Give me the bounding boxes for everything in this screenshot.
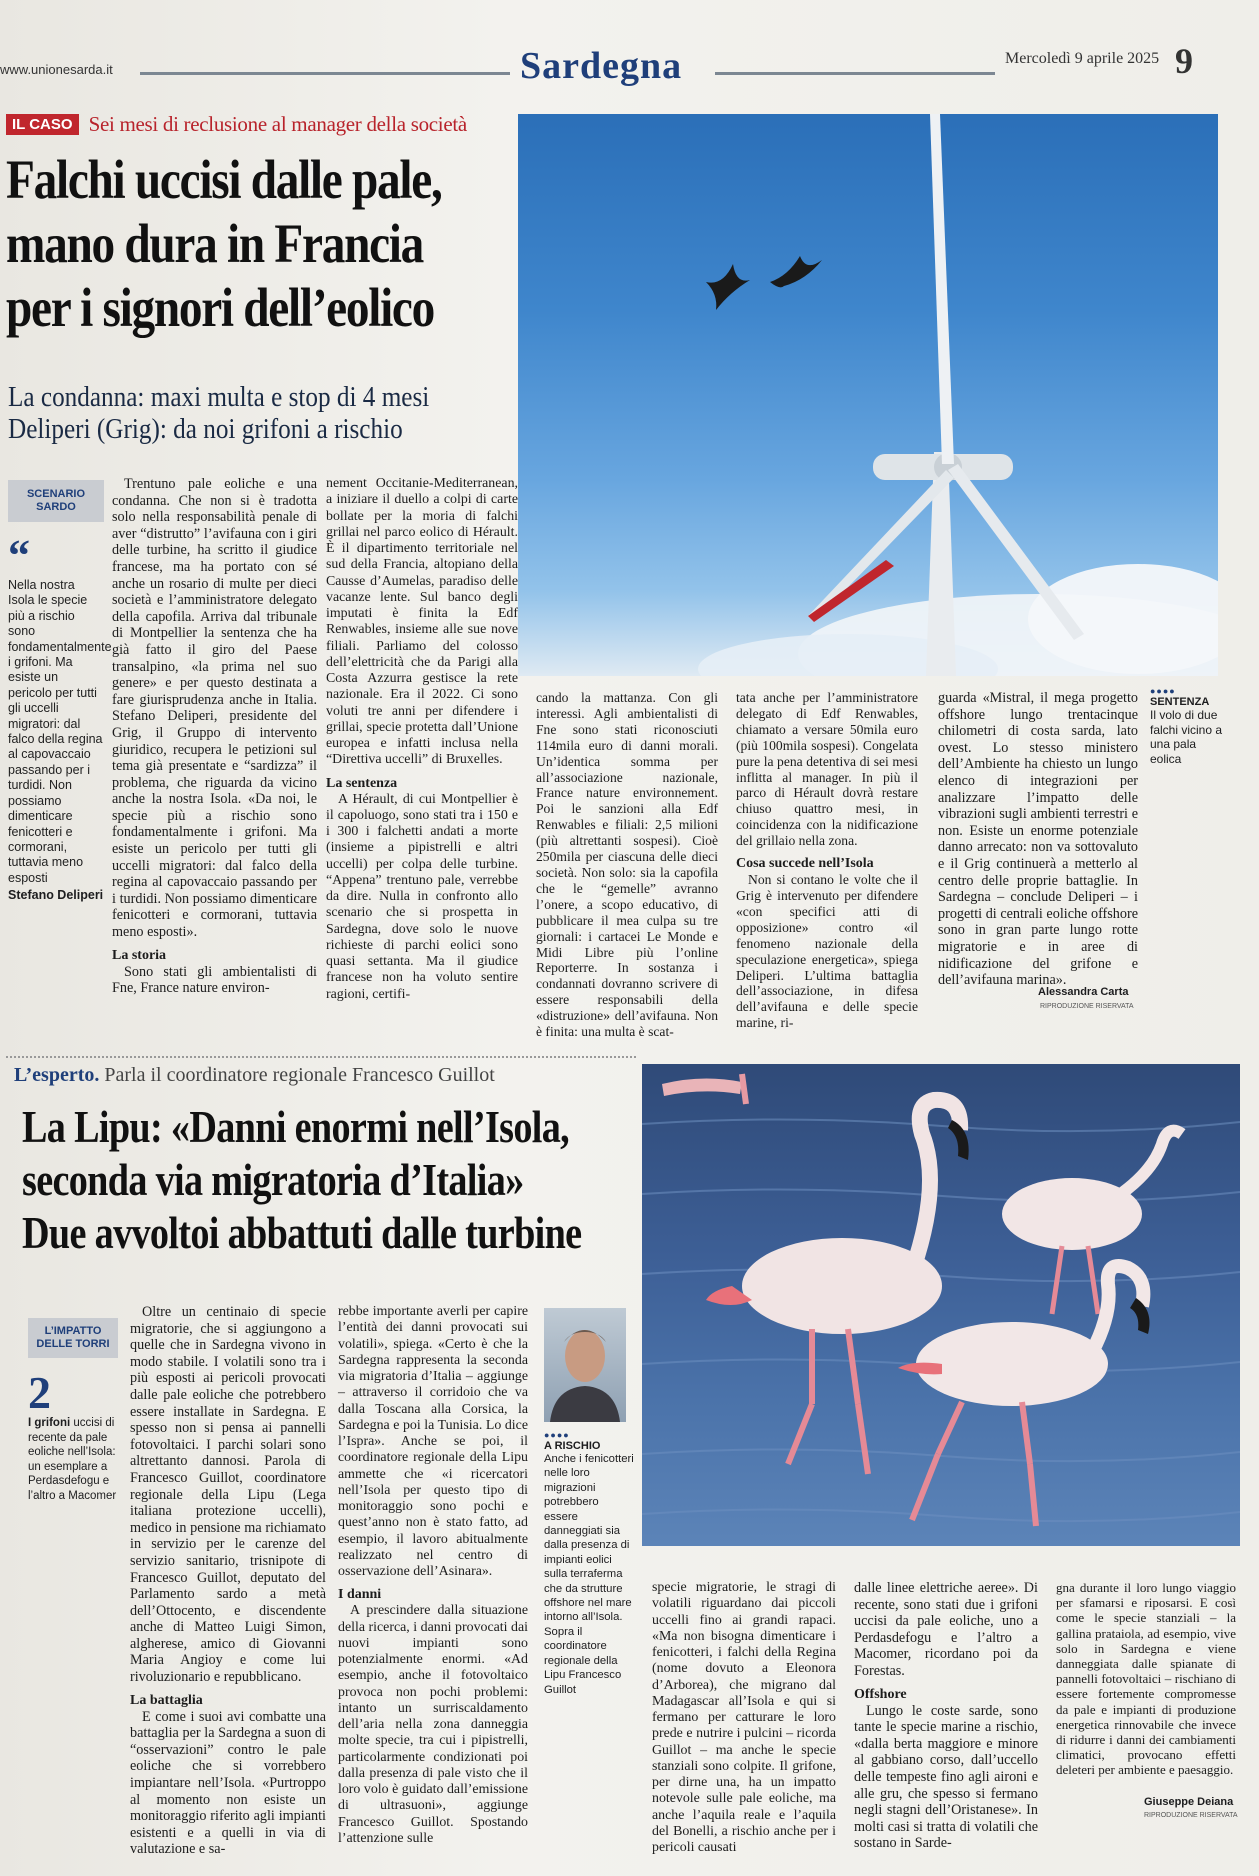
headline-line: seconda via migratoria d’Italia»	[22, 1154, 524, 1205]
kicker-label: L’esperto.	[14, 1064, 100, 1086]
article2-column-4	[854, 1580, 1038, 1852]
kicker-text: Parla il coordinatore regionale Francesco Guillot	[104, 1064, 495, 1086]
sidebox-bold: I grifoni	[28, 1417, 71, 1429]
wind-turbine-photo	[518, 114, 1218, 676]
subheadline-line: Deliperi (Grig): da noi grifoni a rischio	[8, 414, 403, 445]
paragraph: nement Occitanie-Mediterranean, a iniziare il duello a colpi di carte bollate per la moria di falchi grillai nel parco eolico di Hérault. È il dipartimento territoriale nel sud della Francia, altopiano della Causse d’Aumelas, paradiso delle vacanze lente. Sul banco degli imputati è finita la Edf Renwables, insieme alle sue nove filiali. Parliamo del colosso dell’elettricità che da Parigi alla Costa Azzurra gestisce la rete nazionale. Era il 2022. Ci sono voluti tre anni per difendere i grillai, specie protetta dall’Unione europea e infatti inclusa nella “Direttiva uccelli” di Bruxelles.	[326, 476, 518, 768]
caption-title: SENTENZA	[1150, 696, 1210, 708]
article2-column-5	[1056, 1580, 1236, 1778]
sidebox-author: Stefano Deliperi	[8, 888, 104, 903]
headline-line: Due avvoltoi abbattuti dalle turbine	[22, 1207, 582, 1258]
page-number: 9	[1175, 41, 1193, 81]
headline-line: Falchi uccisi dalle pale,	[6, 149, 442, 210]
article2-signature: Giuseppe Deiana	[1144, 1796, 1234, 1808]
article1-column-3	[536, 690, 718, 1040]
caption-dots-icon: ●●●●	[1150, 686, 1176, 696]
header-rule-left	[140, 72, 510, 75]
article1-rights: RIPRODUZIONE RISERVATA	[1040, 1003, 1134, 1010]
subhead: Offshore	[854, 1686, 907, 1702]
paragraph: gna durante il loro lungo viaggio per sfamarsi e riposarsi. E così come le specie stanziali – la gallina prataiola, ad esempio, vive solo in Sardegna e viene danneggiata dalle spianate di pannelli fotovoltaici – rischiano di essere fortemente compromesse da pale e impianti di produzione energetica rinnovabile che invece di ridurre i danni dei cambiamenti climatici, provocano effetti deleteri per ambiente e paesaggio.	[1056, 1580, 1236, 1778]
caption-text: Anche i fenicotteri nelle loro migrazioni potrebbero essere danneggiati sia dalla presenza di impianti eolici sulla terraferma che da strutture offshore nel mare intorno all’Isola. Sopra il coordinatore regionale della Lipu Francesco Guillot	[544, 1453, 634, 1696]
paragraph: A Hérault, di cui Montpellier è il capoluogo, sono stati tra i 150 e i 300 i falchetti andati a morte (insieme a pipistrelli e altri uccelli) per colpa delle turbine. “Appena” trentuno pale, verrebbe da dire. Nulla in confronto allo scenario che si prospetta in Sardegna, dove solo le nuove richieste di parchi eolici sono quasi settanta. Ma il giudice francese non ha voluto sentire ragioni, certifi-	[326, 791, 518, 1002]
kicker-text: Sei mesi di reclusione al manager della società	[88, 112, 467, 136]
photo2-caption	[544, 1430, 634, 1697]
article1-kicker	[6, 112, 467, 137]
article2-column-3	[652, 1580, 836, 1856]
article2-rights: RIPRODUZIONE RISERVATA	[1144, 1812, 1238, 1819]
paragraph: Oltre un centinaio di specie migratorie, che si aggiungono a quelle che in Sardegna vivono in modo stabile. I volatili sono tra i più esposti ai pericoli provocati dalle pale eoliche che potrebbero essere installate in Sardegna. E spesso non si pensa ai pannelli fotovoltaici. I parchi solari sono altrettanto dannosi. Parola di Francesco Guillot, coordinatore regionale della Lipu (Lega italiana protezione uccelli), medico in pensione ma richiamato in servizio per le carenze del servizio sanitario, trisnipote di Francesco Guillot, deputato del Parlamento sardo a metà dell’Ottocento, e discendente anche di Matteo Luigi Simon, algherese, amico di Giovanni Maria Angioy e come lui rivoluzionario e repubblicano.	[130, 1304, 326, 1686]
sidebox-label: SCENARIO SARDO	[8, 480, 104, 522]
headline-line: mano dura in Francia	[6, 213, 424, 274]
caption-text: Il volo di due falchi vicino a una pala eolica	[1150, 708, 1223, 766]
paragraph: rebbe importante averli per capire l’entità dei danni provocati sui volatili», spiega. «Certo è che la Sardegna rappresenta la seconda via migratoria d’Italia – aggiunge – attraverso il corridoio che va dalla Toscana alla Corsica, la Sardegna e poi la Tunisia. Lo dice l’Ispra». Anche se poi, il coordinatore regionale della Lipu ammette che «i ricercatori nell’Isola per questo tipo di monitoraggio sono pochi e quest’anno non è stato fatto, ad esempio, il lavoro abitualmente realizzato nel centro di osservazione dell’Asinara».	[338, 1304, 528, 1579]
quote-mark-icon: “	[8, 531, 30, 580]
paragraph: dalle linee elettriche aeree». Di recente, sono stati due i grifoni uccisi da pale eoliche, uno a Perdasdefogu e l’altro a Macomer, ricordano poi da Forestas.	[854, 1580, 1038, 1679]
article1-column-2	[326, 476, 518, 1003]
article2-kicker	[14, 1064, 495, 1087]
section-title: Sardegna	[520, 45, 683, 87]
issue-date: Mercoledì 9 aprile 2025	[1005, 50, 1160, 67]
article1-column-1	[112, 476, 317, 997]
paragraph: E come i suoi avi combatte una battaglia per la Sardegna a suon di “osservazioni” contro le pale eoliche che si vorrebbero impiantare nell’Isola. «Purtroppo al momento non esiste un monitoraggio riferito agli impianti esistenti e a quelli in via di valutazione e sa-	[130, 1708, 326, 1858]
sidebox-text	[28, 1416, 118, 1504]
article1-column-5	[938, 690, 1138, 989]
headline-line: per i signori dell’eolico	[6, 277, 435, 338]
subheadline-line: La condanna: maxi multa e stop di 4 mesi	[8, 382, 430, 413]
kicker-tag: IL CASO	[6, 114, 79, 135]
article1-subheadline	[8, 382, 429, 446]
photo1-caption	[1150, 686, 1230, 766]
paragraph: specie migratorie, le stragi di volatili riguardano dai piccoli uccelli fino ai grandi rapaci. «Ma non bisogna dimenticare i fenicotteri, i falchi della Regina (nome dovuto a Eleonora d’Arborea), che migrano dal Madagascar all’Isola e qui si fermano per catturare le loro prede e nutrire i pulcini – ricorda Guillot – ma anche le specie stanziali sono colpite. Il grifone, per dirne una, ha un impatto notevole sulle pale eoliche, ma anche l’aquila reale e l’aquila del Bonelli, a rischio anche per i pericoli causati	[652, 1580, 836, 1855]
paragraph: Lungo le coste sarde, sono tante le specie marine a rischio, «dalla berta maggiore e minore al gabbiano corso, dall’uccello delle tempeste fino agli aironi e alle gru, che spesso si fermano negli stagni dell’Oristanese». In molti casi si tratta di volatili che sostano in Sarde-	[854, 1702, 1038, 1852]
article2-column-2	[338, 1304, 528, 1847]
article1-column-4	[736, 690, 918, 1031]
article1-signature: Alessandra Carta	[1038, 986, 1129, 998]
paragraph: A prescindere dalla situazione della ricerca, i danni provocati dai nuovi impianti sono potenzialmente enormi. «Ad esempio, anche il fotovoltaico provoca non pochi problemi: intanto un surriscaldamento dell’aria nella zona danneggia molte specie, tra cui i pipistrelli, particolarmente condizionati poi dalla presenza di pale visto che il loro volo è guidato dall’emissione di ultrasuoni», aggiunge Francesco Guillot. Spostando l’attenzione sulle	[338, 1603, 528, 1846]
article2-headline	[22, 1100, 582, 1259]
paragraph: cando la mattanza. Con gli interessi. Agli ambientalisti di Fne sono stati riconosciuti 114mila euro di danni morali. Un’identica somma per all’associazione nazionale, France nature environnement. Poi le sanzioni alla Edf Renwables e filiali: 2,5 milioni (più altrettanti sospesi). Cioè 250mila per ciascuna delle dieci società. Non solo: sia la capofila che le “gemelle” avranno l’onere, a scopo educativo, di pubblicare il mea culpa su tre giornali: i cartacei Le Monde e Midi Libre più l’online Reporterre. In sostanza i condannati dovranno scrivere di essere responsabili della «distruzione» dell’avifauna. Non è finita: una multa è scat-	[536, 690, 718, 1040]
paragraph: guarda «Mistral, il mega progetto offshore lungo trentacinque chilometri di costa sarda, lato ovest. Lo stesso ministero dell’Ambiente ha chiesto un lungo elenco di integrazioni per analizzare l’impatto delle vibrazioni sugli ambienti terrestri e non. Esiste un enorme potenziale danno arrecato: non va sottovaluto e il Grig continuerà a metterlo al centro delle proprie battaglie. In Sardegna – conclude Deliperi – i progetti di centrali eoliche offshore sono in gran parte lungo rotte migratorie e in aree di nidificazione del grifone e dell’avifauna marina».	[938, 690, 1138, 989]
subhead: Cosa succede nell’Isola	[736, 856, 874, 872]
subhead: La sentenza	[326, 775, 398, 791]
caption-dots-icon: ●●●●	[544, 1430, 570, 1440]
sidebox-label: L’IMPATTO DELLE TORRI	[28, 1318, 118, 1358]
paragraph: Sono stati gli ambientalisti di Fne, France nature environ-	[112, 963, 317, 997]
article1-headline	[6, 148, 445, 340]
subhead: La battaglia	[130, 1692, 203, 1708]
article-divider	[6, 1056, 636, 1058]
sidebox-body: uccisi di recente da pale eoliche nell’Isola: un esemplare a Perdasdefogu e l’altro a Macomer	[28, 1417, 117, 1502]
flamingos-photo	[642, 1064, 1240, 1546]
subhead: La storia	[112, 947, 167, 963]
header-rule-right	[715, 72, 995, 75]
scenario-sidebox	[8, 480, 112, 903]
sidebox-number: 2	[28, 1367, 51, 1418]
headline-line: La Lipu: «Danni enormi nell’Isola,	[22, 1101, 570, 1152]
impact-sidebox	[28, 1318, 118, 1504]
paragraph: Trentuno pale eoliche e una condanna. Che non si è tradotta solo nella responsabilità penale di aver “distrutto” l’avifauna con i giri delle turbine, ha scritto il giudice francese, ma ha portato con sé anche un rosario di multe per dieci società e l’amministratore delegato della capofila. Arriva dal tribunale di Montpellier la sentenza che ha già fatto il giro del Paese transalpino, «la prima nel suo genere» e per questo destinata a fare giurisprudenza anche in Italia. Stefano Deliperi, presidente del Grig, il Gruppo di intervento giuridico, recupera le petizioni sul tema già presentate e “sardizza” il problema, che riguarda da vicino anche la nostra Isola. «Da noi, le specie più a rischio sono fondamentalmente i grifoni. Ma esiste un pericolo per tutti gli uccelli migratori: dal falco della regina al capovaccaio passando per i turdidi. Non possiamo dimenticare fenicotteri e cormorani, tuttavia meno esposti».	[112, 476, 317, 941]
guillot-portrait	[544, 1308, 626, 1422]
paragraph: tata anche per l’amministratore delegato di Edf Renwables, chiamato a versare 50mila euro (più 100mila sospesi). Congelata pure la pena detentiva di sei mesi inflitta al manager. In più il parco di Hérault dovrà restare chiuso quattro mesi, in coincidenza con la nidificazione del grillaio nella zona.	[736, 690, 918, 849]
paragraph: Non si contano le volte che il Grig è intervenuto per difendere «con specifici atti di opposizione» contro «il fenomeno nazionale della speculazione energetica», spiega Deliperi. L’ultima battaglia dell’associazione, in difesa dell’avifauna e delle specie marine, ri-	[736, 872, 918, 1031]
subhead: I danni	[338, 1587, 382, 1603]
sidebox-quote: Nella nostra Isola le specie più a rischio sono fondamentalmente i grifoni. Ma esiste un pericolo per tutti gli uccelli migratori: dal falco della regina al capovaccaio passando per i turdidi. Non possiamo dimenticare fenicotteri e cormorani, tuttavia meno esposti	[8, 578, 112, 885]
page-header	[0, 40, 1200, 90]
caption-title: A RISCHIO	[544, 1440, 601, 1452]
article2-column-1	[130, 1304, 326, 1858]
site-url: www.unionesarda.it	[0, 62, 113, 77]
